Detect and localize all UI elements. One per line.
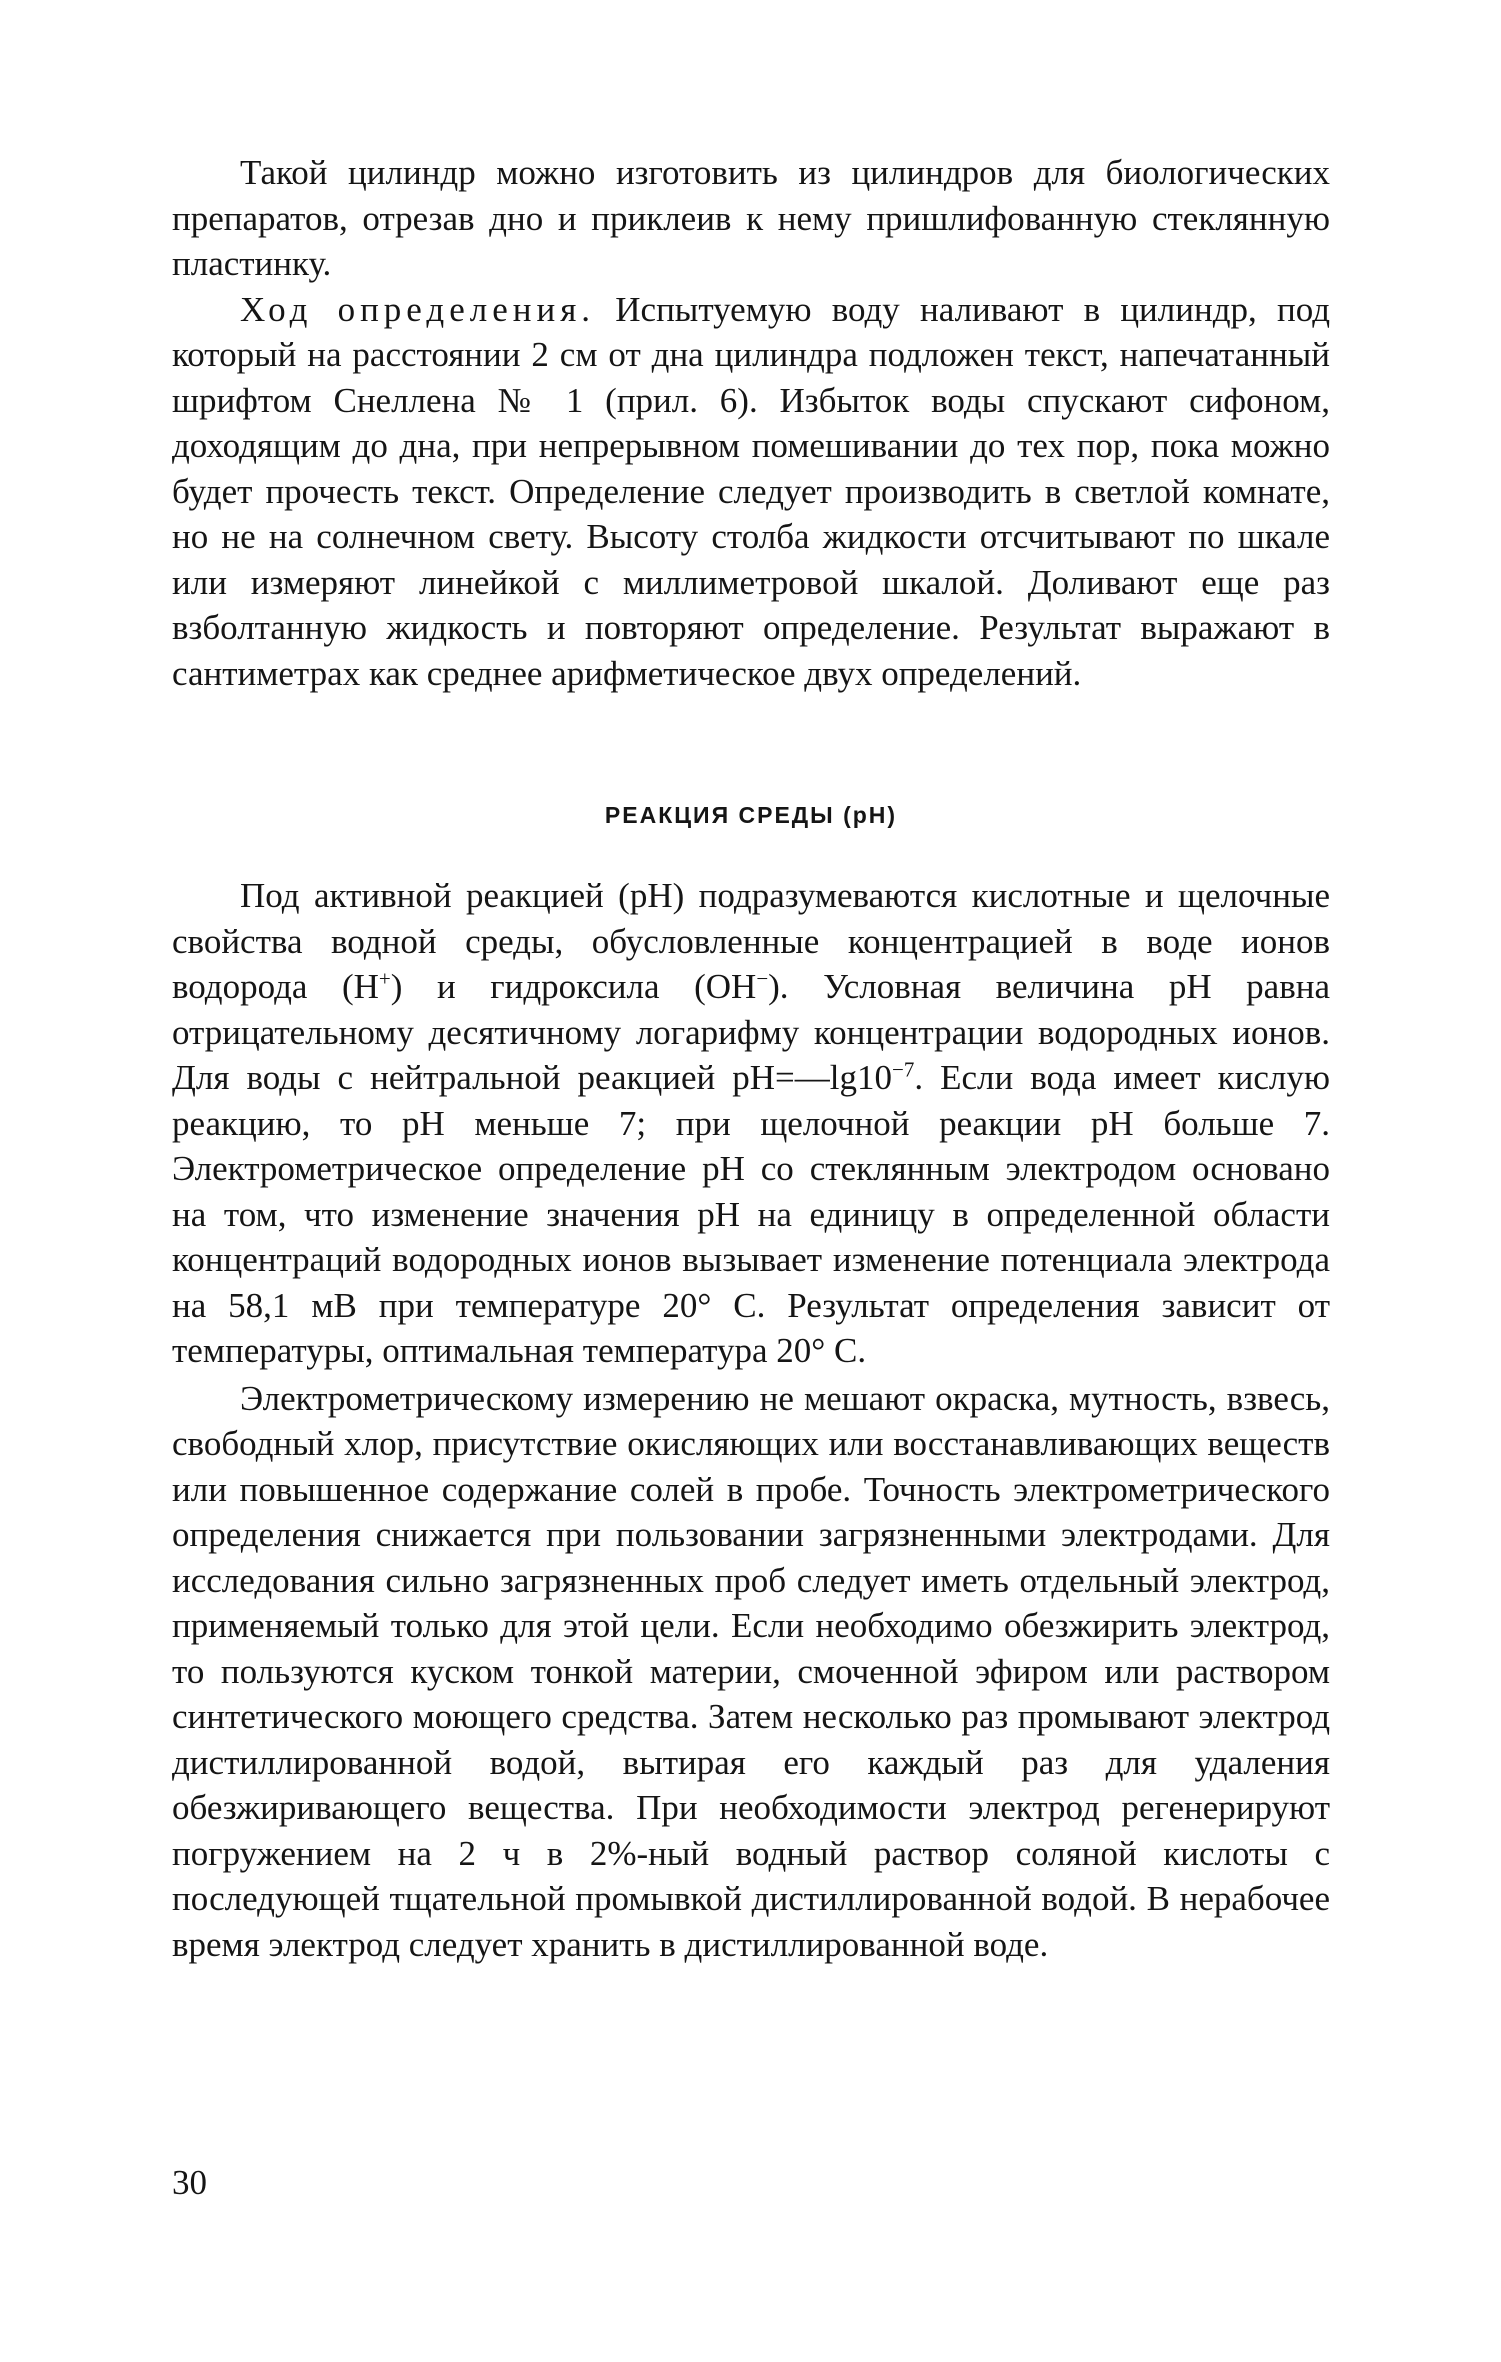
- page-body: [172, 150, 1330, 1967]
- ph-text-1: Под активной реакцией (pH) подразумеваются кислотные и щелочные свойства водной среды, обусловленные концентрацией в воде ионов водорода (H: [172, 876, 1330, 1006]
- paragraph-electrometric-measurement: Электрометрическому измерению не мешают окраска, мутность, взвесь, свободный хлор, присутствие окисляющих или восстанавливающих веществ или повышенное содержание солей в пробе. Точность электрометрического определения снижается при пользовании загрязненными электродами. Для исследования сильно загрязненных проб следует иметь отдельный электрод, применяемый только для этой цели. Если необходимо обезжирить электрод, то пользуются куском тонкой материи, смоченной эфиром или раствором синтетического моющего средства. Затем несколько раз промывают электрод дистиллированной водой, вытирая его каждый раз для удаления обезжиривающего вещества. При необходимости электрод регенерируют погружением на 2 ч в 2%-ный водный раствор соляной кислоты с последующей тщательной промывкой дистиллированной водой. В нерабочее время электрод следует хранить в дистиллированной воде.: [172, 1378, 1330, 1964]
- ph-superscript-minus: −: [756, 966, 769, 991]
- ph-superscript-plus: +: [378, 966, 391, 991]
- ph-text-3: ). Условная величина pH равна отрицательному десятичному логарифму концентрации водородных ионов. Для воды с нейтральной реакцией pH=—lg10: [172, 967, 1330, 1097]
- paragraph-procedure: [172, 287, 1330, 697]
- paragraph-cylinder-note: Такой цилиндр можно изготовить из цилиндров для биологических препаратов, отрезав дно и приклеив к нему пришлифованную стеклянную пластинку.: [172, 153, 1330, 283]
- page-number: 30: [172, 2163, 207, 2202]
- procedure-text: Испытуемую воду наливают в цилиндр, под который на расстоянии 2 см от дна цилиндра подложен текст, напечатанный шрифтом Снеллена № 1 (прил. 6). Избыток воды спускают сифоном, доходящим до дна, при непрерывном помешивании до тех пор, пока можно будет прочесть текст. Определение следует производить в светлой комнате, но не на солнечном свету. Высоту столба жидкости отсчитывают по шкале или измеряют линейкой с миллиметровой шкалой. Доливают еще раз взболтанную жидкость и повторяют определение. Результат выражают в сантиметрах как среднее арифметическое двух определений.: [172, 289, 1331, 693]
- procedure-lead-in: Ход определения.: [240, 289, 596, 329]
- ph-text-2: ) и гидроксила (OH: [390, 967, 757, 1006]
- ph-superscript-exponent: −7: [892, 1057, 915, 1082]
- section-heading: РЕАКЦИЯ СРЕДЫ (pH): [604, 802, 898, 828]
- ph-text-4: . Если вода имеет кислую реакцию, то pH меньше 7; при щелочной реакции pH больше 7. Электрометрическое определение pH со стеклянным электродом основано на том, что изменение значения pH на единицу в определенной области концентраций водородных ионов вызывает изменение потенциала электрода на 58,1 мВ при температуре 20° С. Результат определения зависит от температуры, оптимальная температура 20° С.: [172, 1058, 1331, 1370]
- paragraph-ph-definition: [172, 873, 1330, 1374]
